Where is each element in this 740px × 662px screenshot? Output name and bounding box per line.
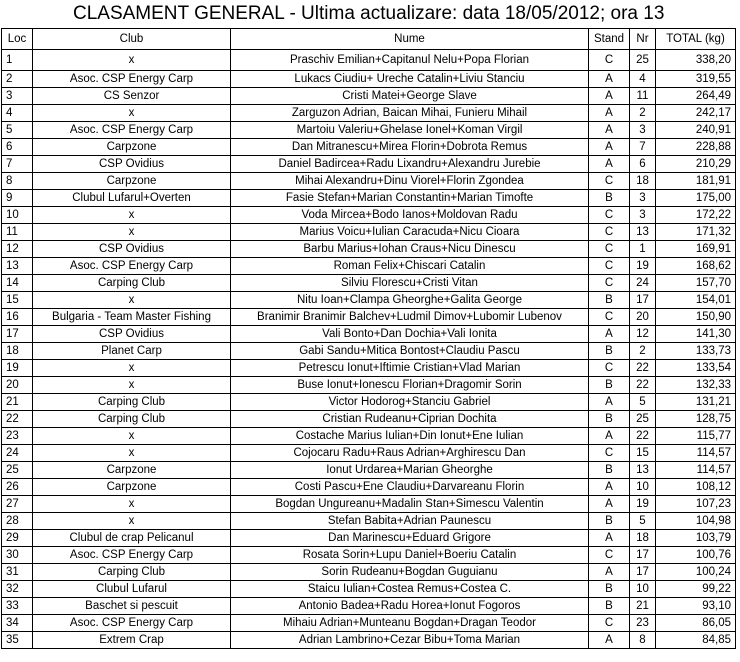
cell-club: Carpzone	[33, 139, 231, 156]
table-row	[2, 326, 736, 343]
cell-loc: 30	[2, 547, 33, 564]
cell-loc: 7	[2, 156, 33, 173]
cell-stand: A	[589, 105, 630, 122]
cell-nume: Vali Bonto+Dan Dochia+Vali Ionita	[231, 326, 589, 343]
cell-nume: Petrescu Ionut+Iftimie Cristian+Vlad Marian	[231, 360, 589, 377]
cell-loc: 22	[2, 411, 33, 428]
cell-total: 108,12	[656, 479, 736, 496]
cell-club: x	[33, 105, 231, 122]
cell-nr: 19	[630, 258, 656, 275]
table-row	[2, 445, 736, 462]
table-row	[2, 615, 736, 632]
cell-total: 319,55	[656, 71, 736, 88]
cell-total: 171,32	[656, 224, 736, 241]
header-nume: Nume	[231, 29, 589, 50]
cell-stand: C	[589, 360, 630, 377]
cell-nr: 17	[630, 564, 656, 581]
cell-nume: Cojocaru Radu+Raus Adrian+Arghirescu Dan	[231, 445, 589, 462]
cell-total: 131,21	[656, 394, 736, 411]
cell-total: 100,76	[656, 547, 736, 564]
cell-club: x	[33, 360, 231, 377]
cell-total: 114,57	[656, 462, 736, 479]
cell-stand: A	[589, 122, 630, 139]
cell-loc: 21	[2, 394, 33, 411]
cell-total: 154,01	[656, 292, 736, 309]
cell-total: 338,20	[656, 50, 736, 71]
cell-total: 93,10	[656, 598, 736, 615]
table-row	[2, 411, 736, 428]
header-club: Club	[33, 29, 231, 50]
header-total: TOTAL (kg)	[656, 29, 736, 50]
cell-stand: A	[589, 496, 630, 513]
cell-loc: 35	[2, 632, 33, 649]
table-row	[2, 309, 736, 326]
cell-nr: 17	[630, 292, 656, 309]
cell-total: 210,29	[656, 156, 736, 173]
cell-stand: A	[589, 479, 630, 496]
cell-loc: 13	[2, 258, 33, 275]
cell-stand: C	[589, 445, 630, 462]
cell-club: Asoc. CSP Energy Carp	[33, 122, 231, 139]
cell-nume: Victor Hodorog+Stanciu Gabriel	[231, 394, 589, 411]
table-row	[2, 479, 736, 496]
table-row	[2, 275, 736, 292]
cell-total: 175,00	[656, 190, 736, 207]
cell-stand: A	[589, 632, 630, 649]
cell-club: Carpzone	[33, 462, 231, 479]
cell-club: Asoc. CSP Energy Carp	[33, 71, 231, 88]
cell-nume: Barbu Marius+Iohan Craus+Nicu Dinescu	[231, 241, 589, 258]
cell-stand: C	[589, 241, 630, 258]
table-row	[2, 105, 736, 122]
cell-total: 169,91	[656, 241, 736, 258]
cell-club: CSP Ovidius	[33, 241, 231, 258]
cell-nr: 4	[630, 71, 656, 88]
header-loc: Loc	[2, 29, 33, 50]
cell-club: x	[33, 513, 231, 530]
cell-nume: Buse Ionut+Ionescu Florian+Dragomir Sorin	[231, 377, 589, 394]
cell-total: 100,24	[656, 564, 736, 581]
cell-nr: 8	[630, 632, 656, 649]
header-row	[2, 29, 736, 50]
cell-total: 242,17	[656, 105, 736, 122]
cell-nr: 2	[630, 105, 656, 122]
cell-stand: A	[589, 530, 630, 547]
cell-stand: A	[589, 564, 630, 581]
cell-club: x	[33, 445, 231, 462]
cell-nume: Sorin Rudeanu+Bogdan Guguianu	[231, 564, 589, 581]
cell-stand: B	[589, 377, 630, 394]
cell-nume: Gabi Sandu+Mitica Bontost+Claudiu Pascu	[231, 343, 589, 360]
cell-club: x	[33, 50, 231, 71]
cell-total: 114,57	[656, 445, 736, 462]
cell-loc: 2	[2, 71, 33, 88]
cell-nume: Staicu Iulian+Costea Remus+Costea C.	[231, 581, 589, 598]
cell-nr: 18	[630, 173, 656, 190]
cell-nume: Voda Mircea+Bodo Ianos+Moldovan Radu	[231, 207, 589, 224]
cell-nr: 3	[630, 122, 656, 139]
table-row	[2, 71, 736, 88]
cell-nume: Ionut Urdarea+Marian Gheorghe	[231, 462, 589, 479]
page-title: CLASAMENT GENERAL - Ultima actualizare: data 18/05/2012; ora 13	[73, 3, 665, 24]
cell-nume: Zarguzon Adrian, Baican Mihai, Funieru Mihail	[231, 105, 589, 122]
cell-stand: A	[589, 394, 630, 411]
table-row	[2, 241, 736, 258]
cell-club: x	[33, 207, 231, 224]
cell-nr: 20	[630, 309, 656, 326]
table-body	[2, 50, 736, 649]
cell-total: 228,88	[656, 139, 736, 156]
cell-stand: C	[589, 224, 630, 241]
cell-total: 132,33	[656, 377, 736, 394]
ranking-table	[1, 28, 736, 649]
cell-loc: 11	[2, 224, 33, 241]
cell-nr: 24	[630, 275, 656, 292]
cell-stand: A	[589, 71, 630, 88]
cell-loc: 28	[2, 513, 33, 530]
cell-total: 264,49	[656, 88, 736, 105]
cell-loc: 23	[2, 428, 33, 445]
cell-nume: Antonio Badea+Radu Horea+Ionut Fogoros	[231, 598, 589, 615]
header-stand: Stand	[589, 29, 630, 50]
cell-nume: Dan Marinescu+Eduard Grigore	[231, 530, 589, 547]
cell-loc: 15	[2, 292, 33, 309]
cell-nume: Fasie Stefan+Marian Constantin+Marian Timofte	[231, 190, 589, 207]
cell-total: 84,85	[656, 632, 736, 649]
cell-nr: 19	[630, 496, 656, 513]
table-row	[2, 360, 736, 377]
cell-club: Bulgaria - Team Master Fishing	[33, 309, 231, 326]
cell-total: 240,91	[656, 122, 736, 139]
cell-club: Asoc. CSP Energy Carp	[33, 258, 231, 275]
cell-nume: Lukacs Ciudiu+ Ureche Catalin+Liviu Stanciu	[231, 71, 589, 88]
cell-nr: 22	[630, 360, 656, 377]
cell-stand: C	[589, 615, 630, 632]
cell-nr: 7	[630, 139, 656, 156]
cell-stand: C	[589, 309, 630, 326]
cell-stand: A	[589, 139, 630, 156]
cell-loc: 24	[2, 445, 33, 462]
cell-nume: Roman Felix+Chiscari Catalin	[231, 258, 589, 275]
cell-nr: 3	[630, 207, 656, 224]
cell-nr: 10	[630, 581, 656, 598]
cell-stand: A	[589, 428, 630, 445]
cell-nume: Dan Mitranescu+Mirea Florin+Dobrota Remus	[231, 139, 589, 156]
header-nr: Nr	[630, 29, 656, 50]
cell-club: Planet Carp	[33, 343, 231, 360]
cell-total: 133,54	[656, 360, 736, 377]
table-row	[2, 564, 736, 581]
cell-nr: 13	[630, 224, 656, 241]
table-row	[2, 343, 736, 360]
cell-stand: B	[589, 411, 630, 428]
cell-stand: B	[589, 513, 630, 530]
cell-nume: Cristi Matei+George Slave	[231, 88, 589, 105]
cell-nume: Stefan Babita+Adrian Paunescu	[231, 513, 589, 530]
cell-total: 86,05	[656, 615, 736, 632]
cell-stand: C	[589, 207, 630, 224]
cell-nr: 5	[630, 394, 656, 411]
table-row	[2, 547, 736, 564]
cell-nr: 25	[630, 411, 656, 428]
cell-club: Clubul de crap Pelicanul	[33, 530, 231, 547]
cell-nr: 11	[630, 88, 656, 105]
cell-nr: 1	[630, 241, 656, 258]
table-row	[2, 190, 736, 207]
cell-loc: 18	[2, 343, 33, 360]
cell-club: x	[33, 377, 231, 394]
cell-nume: Branimir Branimir Balchev+Ludmil Dimov+Lubomir Lubenov	[231, 309, 589, 326]
cell-stand: C	[589, 50, 630, 71]
cell-nume: Martoiu Valeriu+Ghelase Ionel+Koman Virgil	[231, 122, 589, 139]
cell-nr: 10	[630, 479, 656, 496]
cell-stand: A	[589, 88, 630, 105]
cell-club: Carping Club	[33, 411, 231, 428]
table-row	[2, 50, 736, 71]
cell-stand: B	[589, 343, 630, 360]
cell-loc: 34	[2, 615, 33, 632]
cell-loc: 14	[2, 275, 33, 292]
cell-nr: 12	[630, 326, 656, 343]
cell-nr: 22	[630, 377, 656, 394]
cell-club: Carping Club	[33, 564, 231, 581]
table-row	[2, 122, 736, 139]
cell-nr: 13	[630, 462, 656, 479]
cell-club: Asoc. CSP Energy Carp	[33, 615, 231, 632]
cell-stand: B	[589, 462, 630, 479]
cell-nume: Costi Pascu+Ene Claudiu+Darvareanu Florin	[231, 479, 589, 496]
cell-stand: B	[589, 190, 630, 207]
cell-club: Extrem Crap	[33, 632, 231, 649]
table-row	[2, 598, 736, 615]
cell-loc: 31	[2, 564, 33, 581]
cell-nr: 18	[630, 530, 656, 547]
table-row	[2, 530, 736, 547]
cell-nr: 3	[630, 190, 656, 207]
cell-total: 103,79	[656, 530, 736, 547]
table-row	[2, 377, 736, 394]
cell-club: Clubul Lufarul+Overten	[33, 190, 231, 207]
table-row	[2, 88, 736, 105]
cell-club: Clubul Lufarul	[33, 581, 231, 598]
cell-club: CSP Ovidius	[33, 156, 231, 173]
cell-stand: A	[589, 326, 630, 343]
cell-nume: Rosata Sorin+Lupu Daniel+Boeriu Catalin	[231, 547, 589, 564]
cell-nr: 17	[630, 547, 656, 564]
cell-stand: B	[589, 292, 630, 309]
cell-loc: 32	[2, 581, 33, 598]
table-row	[2, 292, 736, 309]
cell-nume: Mihaiu Adrian+Munteanu Bogdan+Dragan Teodor	[231, 615, 589, 632]
cell-nr: 2	[630, 343, 656, 360]
cell-loc: 25	[2, 462, 33, 479]
cell-nr: 25	[630, 50, 656, 71]
cell-nume: Bogdan Ungureanu+Madalin Stan+Simescu Valentin	[231, 496, 589, 513]
cell-club: CS Senzor	[33, 88, 231, 105]
table-row	[2, 632, 736, 649]
cell-total: 115,77	[656, 428, 736, 445]
cell-nr: 23	[630, 615, 656, 632]
cell-loc: 16	[2, 309, 33, 326]
cell-stand: C	[589, 547, 630, 564]
cell-total: 104,98	[656, 513, 736, 530]
cell-total: 99,22	[656, 581, 736, 598]
cell-club: CSP Ovidius	[33, 326, 231, 343]
cell-nume: Cristian Rudeanu+Ciprian Dochita	[231, 411, 589, 428]
cell-total: 150,90	[656, 309, 736, 326]
table-row	[2, 258, 736, 275]
table-row	[2, 207, 736, 224]
table-row	[2, 496, 736, 513]
cell-total: 133,73	[656, 343, 736, 360]
table-row	[2, 513, 736, 530]
cell-loc: 19	[2, 360, 33, 377]
cell-total: 157,70	[656, 275, 736, 292]
table-row	[2, 139, 736, 156]
cell-stand: C	[589, 258, 630, 275]
cell-nume: Nitu Ioan+Clampa Gheorghe+Galita George	[231, 292, 589, 309]
cell-nr: 21	[630, 598, 656, 615]
cell-loc: 6	[2, 139, 33, 156]
cell-loc: 12	[2, 241, 33, 258]
cell-club: x	[33, 224, 231, 241]
cell-total: 107,23	[656, 496, 736, 513]
cell-club: x	[33, 496, 231, 513]
cell-club: Carping Club	[33, 275, 231, 292]
cell-loc: 8	[2, 173, 33, 190]
cell-total: 181,91	[656, 173, 736, 190]
cell-loc: 3	[2, 88, 33, 105]
cell-loc: 20	[2, 377, 33, 394]
cell-club: x	[33, 428, 231, 445]
cell-nr: 15	[630, 445, 656, 462]
cell-club: Carpzone	[33, 173, 231, 190]
table-row	[2, 156, 736, 173]
cell-total: 128,75	[656, 411, 736, 428]
cell-club: x	[33, 292, 231, 309]
cell-club: Asoc. CSP Energy Carp	[33, 547, 231, 564]
cell-loc: 10	[2, 207, 33, 224]
cell-total: 141,30	[656, 326, 736, 343]
cell-stand: B	[589, 598, 630, 615]
cell-stand: C	[589, 173, 630, 190]
cell-loc: 17	[2, 326, 33, 343]
cell-club: Carpzone	[33, 479, 231, 496]
table-row	[2, 173, 736, 190]
cell-nume: Daniel Badircea+Radu Lixandru+Alexandru Jurebie	[231, 156, 589, 173]
cell-nume: Marius Voicu+Iulian Caracuda+Nicu Cioara	[231, 224, 589, 241]
cell-loc: 29	[2, 530, 33, 547]
cell-nume: Praschiv Emilian+Capitanul Nelu+Popa Florian	[231, 50, 589, 71]
cell-nr: 22	[630, 428, 656, 445]
cell-stand: C	[589, 275, 630, 292]
cell-loc: 9	[2, 190, 33, 207]
table-row	[2, 394, 736, 411]
cell-stand: A	[589, 156, 630, 173]
cell-nr: 5	[630, 513, 656, 530]
cell-loc: 33	[2, 598, 33, 615]
cell-loc: 27	[2, 496, 33, 513]
table-row	[2, 581, 736, 598]
table-row	[2, 462, 736, 479]
cell-total: 172,22	[656, 207, 736, 224]
cell-nume: Adrian Lambrino+Cezar Bibu+Toma Marian	[231, 632, 589, 649]
cell-nume: Costache Marius Iulian+Din Ionut+Ene Iulian	[231, 428, 589, 445]
cell-loc: 4	[2, 105, 33, 122]
cell-loc: 26	[2, 479, 33, 496]
cell-nume: Silviu Florescu+Cristi Vitan	[231, 275, 589, 292]
cell-club: Carping Club	[33, 394, 231, 411]
cell-stand: B	[589, 581, 630, 598]
cell-club: Baschet si pescuit	[33, 598, 231, 615]
cell-nr: 6	[630, 156, 656, 173]
cell-loc: 5	[2, 122, 33, 139]
cell-total: 168,62	[656, 258, 736, 275]
table-row	[2, 224, 736, 241]
cell-loc: 1	[2, 50, 33, 71]
table-row	[2, 428, 736, 445]
cell-nume: Mihai Alexandru+Dinu Viorel+Florin Zgondea	[231, 173, 589, 190]
